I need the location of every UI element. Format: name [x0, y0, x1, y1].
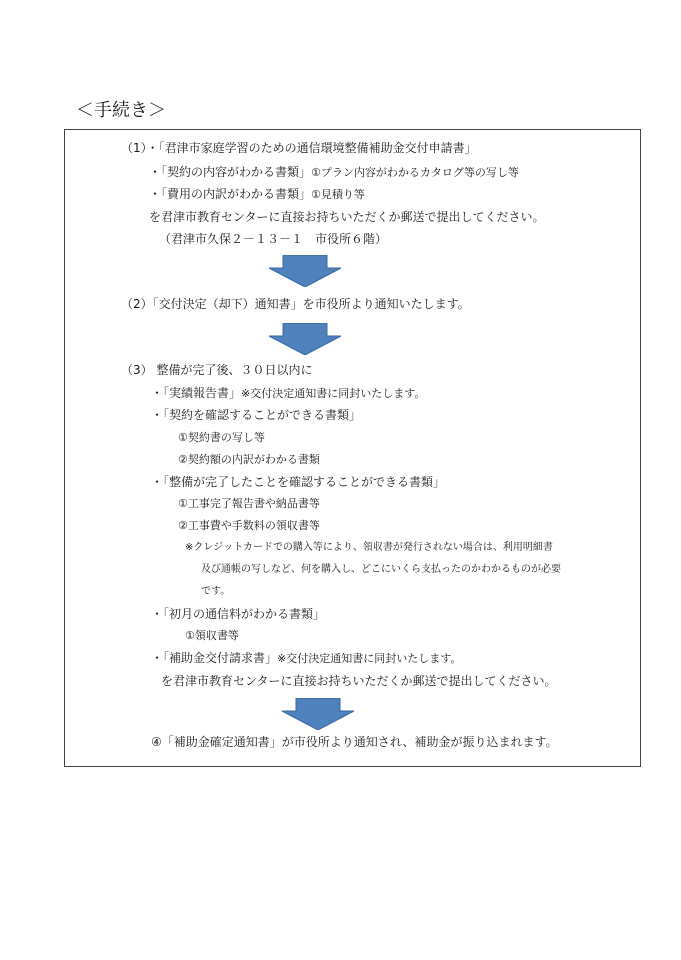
step3-claim-label: ・「補助金交付請求書」 [151, 651, 278, 665]
step3-report [151, 385, 425, 402]
step3-complete-item2: ②工事費や手数料の領収書等 [178, 519, 320, 532]
step3-fee-item1: ①領収書等 [185, 629, 239, 642]
step1-application-form: （1）・「君津市家庭学習のための通信環境整備補助金交付申請書」 [121, 141, 477, 155]
step1-cost-docs [149, 186, 365, 203]
down-arrow-icon [282, 698, 354, 730]
procedure-box [64, 129, 641, 767]
step1-cost-docs-label: ・「費用の内訳がわかる書類」 [149, 187, 312, 201]
step3-claim-note: ※交付決定通知書に同封いたします。 [277, 652, 462, 665]
step1-submit-instruction: を君津市教育センターに直接お持ちいただくか郵送で提出してください。 [149, 210, 545, 224]
step3-contract-head: ・「契約を確認することができる書類」 [151, 408, 362, 422]
down-arrow-icon [269, 255, 341, 287]
step3-submit-instruction: を君津市教育センターに直接お持ちいただくか郵送で提出してください。 [161, 674, 557, 688]
step3-claim [151, 650, 461, 667]
step4-final-notice: ④「補助金確定通知書」が市役所より通知され、補助金が振り込まれます。 [151, 735, 558, 749]
step3-note-line1: ※クレジットカードでの購入等により、領収書が発行されない場合は、利用明細書 [185, 542, 553, 553]
step2-decision-notice: （2）「交付決定（却下）通知書」を市役所より通知いたします。 [121, 297, 470, 311]
page-heading: ＜手続き＞ [76, 100, 166, 121]
step3-report-note: ※交付決定通知書に同封いたします。 [241, 387, 426, 400]
step3-complete-head: ・「整備が完了したことを確認することができる書類」 [151, 475, 446, 489]
step3-complete-item1: ①工事完了報告書や納品書等 [178, 497, 320, 510]
step1-cost-docs-note: ①見積り等 [311, 188, 365, 201]
step1-contract-docs [149, 164, 519, 181]
step3-contract-item2: ②契約額の内訳がわかる書類 [178, 453, 320, 466]
step3-intro: （3） 整備が完了後、３０日以内に [121, 363, 313, 377]
step3-fee-head: ・「初月の通信料がわかる書類」 [151, 607, 326, 621]
step3-report-label: ・「実績報告書」 [151, 386, 242, 400]
step1-address: （君津市久保２－１３－１ 市役所６階） [159, 232, 388, 246]
step1-contract-docs-note: ①プラン内容がわかるカタログ等の写し等 [311, 166, 519, 179]
down-arrow-icon [269, 323, 341, 355]
step3-note-line2: 及び通帳の写しなど、何を購入し、どこにいくら支払ったのかわかるものが必要 [201, 564, 561, 575]
step3-note-line3: です。 [201, 586, 231, 597]
step3-contract-item1: ①契約書の写し等 [178, 431, 265, 444]
step1-contract-docs-label: ・「契約の内容がわかる書類」 [149, 165, 312, 179]
